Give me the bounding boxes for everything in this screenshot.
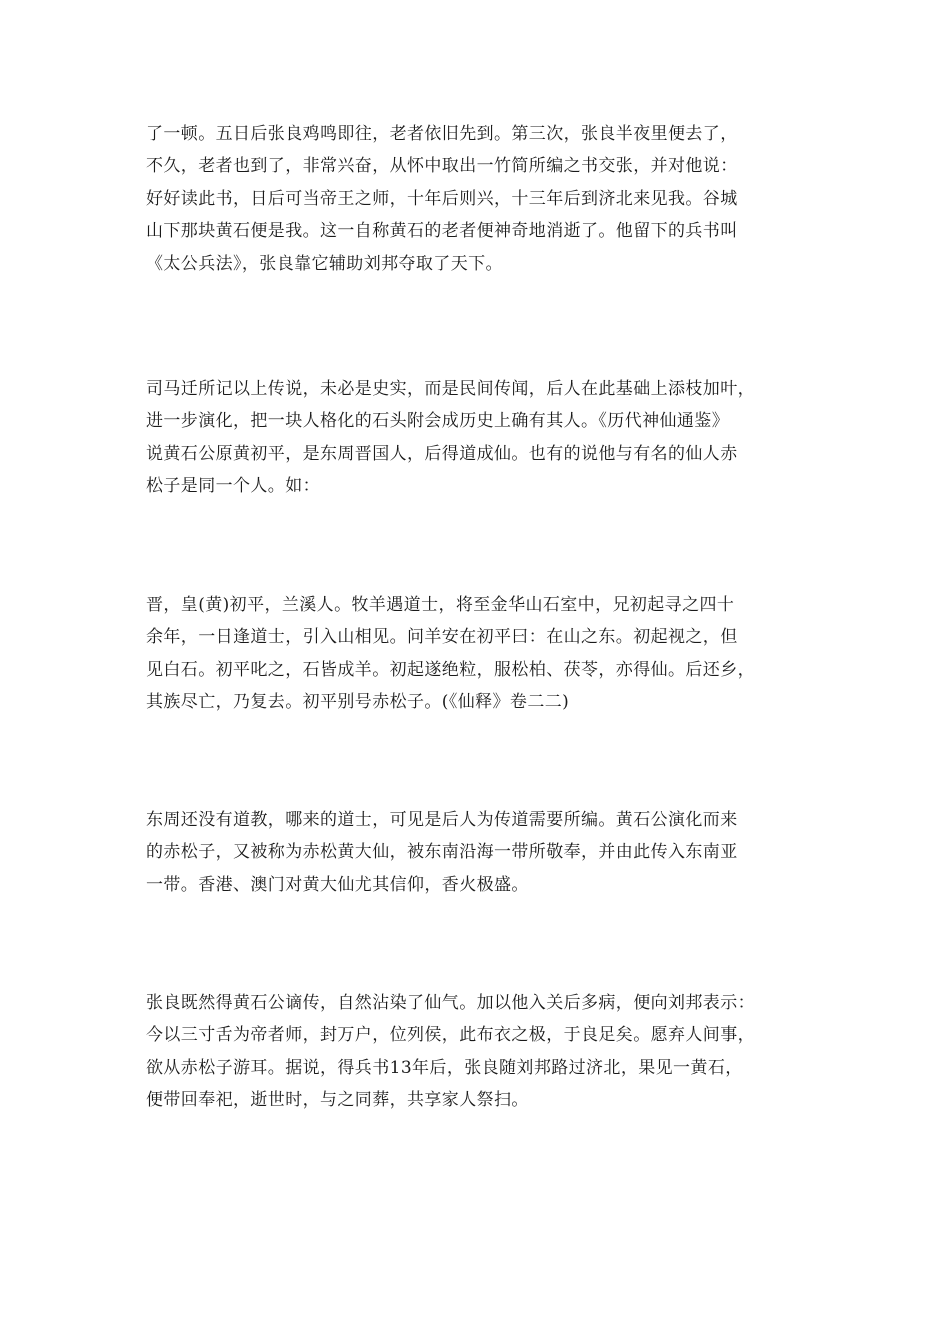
text-line: 张良既然得黄石公谪传，自然沾染了仙气。加以他入关后多病，便向刘邦表示： (146, 993, 755, 1013)
paragraph-2 (146, 373, 836, 503)
paragraph-5 (146, 987, 836, 1117)
paragraph-1 (146, 118, 836, 280)
text-line: 进一步演化，把一块人格化的石头附会成历史上确有其人。《历代神仙通鉴》 (146, 411, 730, 432)
text-line: 说黄石公原黄初平，是东周晋国人，后得道成仙。也有的说他与有名的仙人赤 (146, 443, 738, 464)
text-line: 好好读此书，日后可当帝王之师，十年后则兴，十三年后到济北来见我。谷城 (146, 188, 738, 209)
text-line: 欲从赤松子游耳。据说，得兵书13年后，张良随刘邦路过济北，果见一黄石， (146, 1057, 743, 1078)
text-line: 松子是同一个人。如： (146, 476, 320, 497)
text-line: 一带。香港、澳门对黄大仙尤其信仰，香火极盛。 (146, 874, 529, 895)
text-line: 见白石。初平叱之，石皆成羊。初起遂绝粒，服松柏、茯苓，亦得仙。后还乡， (146, 659, 755, 680)
text-line: 司马迁所记以上传说，未必是史实，而是民间传闻，后人在此基础上添枝加叶， (146, 379, 755, 399)
text-line: 《太公兵法》，张良靠它辅助刘邦夺取了天下。 (146, 253, 503, 274)
text-line: 晋，皇(黄)初平，兰溪人。牧羊遇道士，将至金华山石室中，兄初起寻之四十 (146, 595, 735, 615)
text-line: 便带回奉祀，逝世时，与之同葬，共享家人祭扫。 (146, 1090, 529, 1111)
text-line: 今以三寸舌为帝者师，封万户，位列侯，此布衣之极，于良足矣。愿弃人间事， (146, 1025, 755, 1046)
text-line: 东周还没有道教，哪来的道士，可见是后人为传道需要所编。黄石公演化而来 (146, 810, 738, 830)
text-line: 了一顿。五日后张良鸡鸣即往，老者依旧先到。第三次，张良半夜里便去了， (146, 124, 738, 144)
paragraph-3 (146, 589, 836, 719)
text-line: 不久，老者也到了，非常兴奋，从怀中取出一竹简所编之书交张，并对他说： (146, 156, 738, 177)
paragraph-4 (146, 804, 836, 901)
text-line: 山下那块黄石便是我。这一自称黄石的老者便神奇地消逝了。他留下的兵书叫 (146, 221, 738, 242)
text-line: 的赤松子，又被称为赤松黄大仙，被东南沿海一带所敬奉，并由此传入东南亚 (146, 842, 738, 863)
text-line: 其族尽亡，乃复去。初平别号赤松子。(《仙释》卷二二) (146, 692, 570, 713)
text-line: 余年，一日逢道士，引入山相见。问羊安在初平曰：在山之东。初起视之，但 (146, 627, 738, 648)
